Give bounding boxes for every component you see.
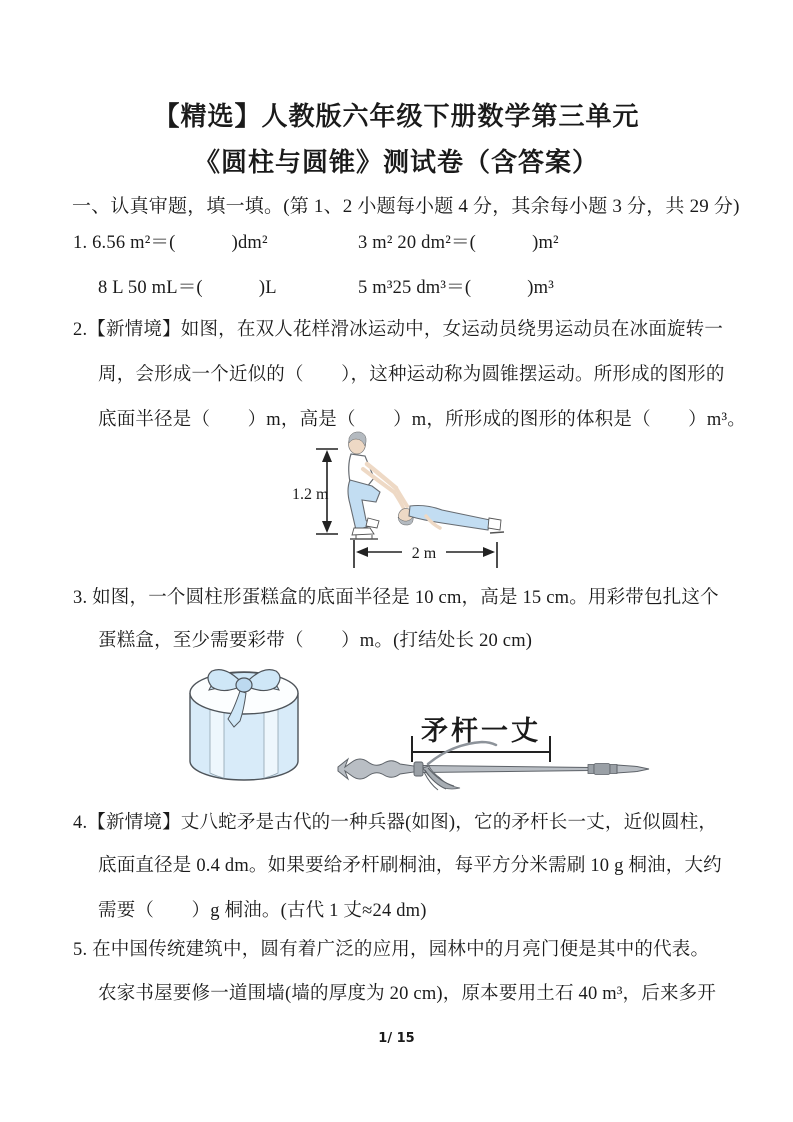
section-1-heading: 一、认真审题，填一填。(第 1、2 小题每小题 4 分，其余每小题 3 分，共 29 分): [72, 196, 740, 217]
female-skater: [394, 488, 504, 533]
question-5-line-1: 5. 在中国传统建筑中，圆有着广泛的应用，园林中的月亮门便是其中的代表。: [73, 940, 710, 960]
question-5-line-2: 农家书屋要修一道围墙(墙的厚度为 20 cm)，原本要用土石 40 m³，后来多开: [98, 984, 717, 1004]
question-4-line-2: 底面直径是 0.4 dm。如果要给矛杆刷桐油，每平方分米需刷 10 g 桐油，大约: [98, 856, 722, 876]
page-number: 1/ 15: [378, 1031, 415, 1046]
question-1-row-1-left: 1. 6.56 m²＝( )dm²: [73, 233, 268, 253]
skating-figure: [292, 428, 512, 574]
width-label: 2 m: [411, 545, 437, 562]
question-1-row-2-left: 8 L 50 mL＝( )L: [98, 278, 277, 298]
height-label: 1.2 m: [292, 486, 329, 503]
question-3-line-1: 3. 如图，一个圆柱形蛋糕盒的底面半径是 10 cm，高是 15 cm。用彩带包扎这个: [73, 588, 719, 608]
question-2-line-2: 周，会形成一个近似的（ ），这种运动称为圆锥摆运动。所形成的图形的: [98, 365, 725, 385]
question-2-line-3: 底面半径是（ ）m，高是（ ）m，所形成的图形的体积是（ ）m³。: [98, 410, 746, 430]
spear-drawing: [338, 742, 649, 790]
doc-title-line-1: 【精选】人教版六年级下册数学第三单元: [153, 101, 640, 131]
gift-box-figure: [182, 661, 306, 797]
question-4-line-1: 4.【新情境】丈八蛇矛是古代的一种兵器(如图)，它的矛杆长一丈，近似圆柱，: [73, 813, 718, 833]
question-2-line-1: 2.【新情境】如图，在双人花样滑冰运动中，女运动员绕男运动员在冰面旋转一: [73, 320, 724, 340]
question-1-row-2-right: 5 m³25 dm³＝( )m³: [358, 278, 554, 298]
spear-figure: [332, 698, 660, 798]
shaft-label: 矛杆一丈: [421, 716, 541, 746]
question-3-line-2: 蛋糕盒，至少需要彩带（ ）m。(打结处长 20 cm): [98, 631, 533, 651]
doc-title-line-2: 《圆柱与圆锥》测试卷（含答案）: [193, 147, 599, 177]
question-4-line-3: 需要（ ）g 桐油。(古代 1 丈≈24 dm): [98, 901, 427, 921]
male-skater: [348, 432, 396, 539]
question-1-row-1-right: 3 m² 20 dm²＝( )m²: [358, 233, 559, 253]
